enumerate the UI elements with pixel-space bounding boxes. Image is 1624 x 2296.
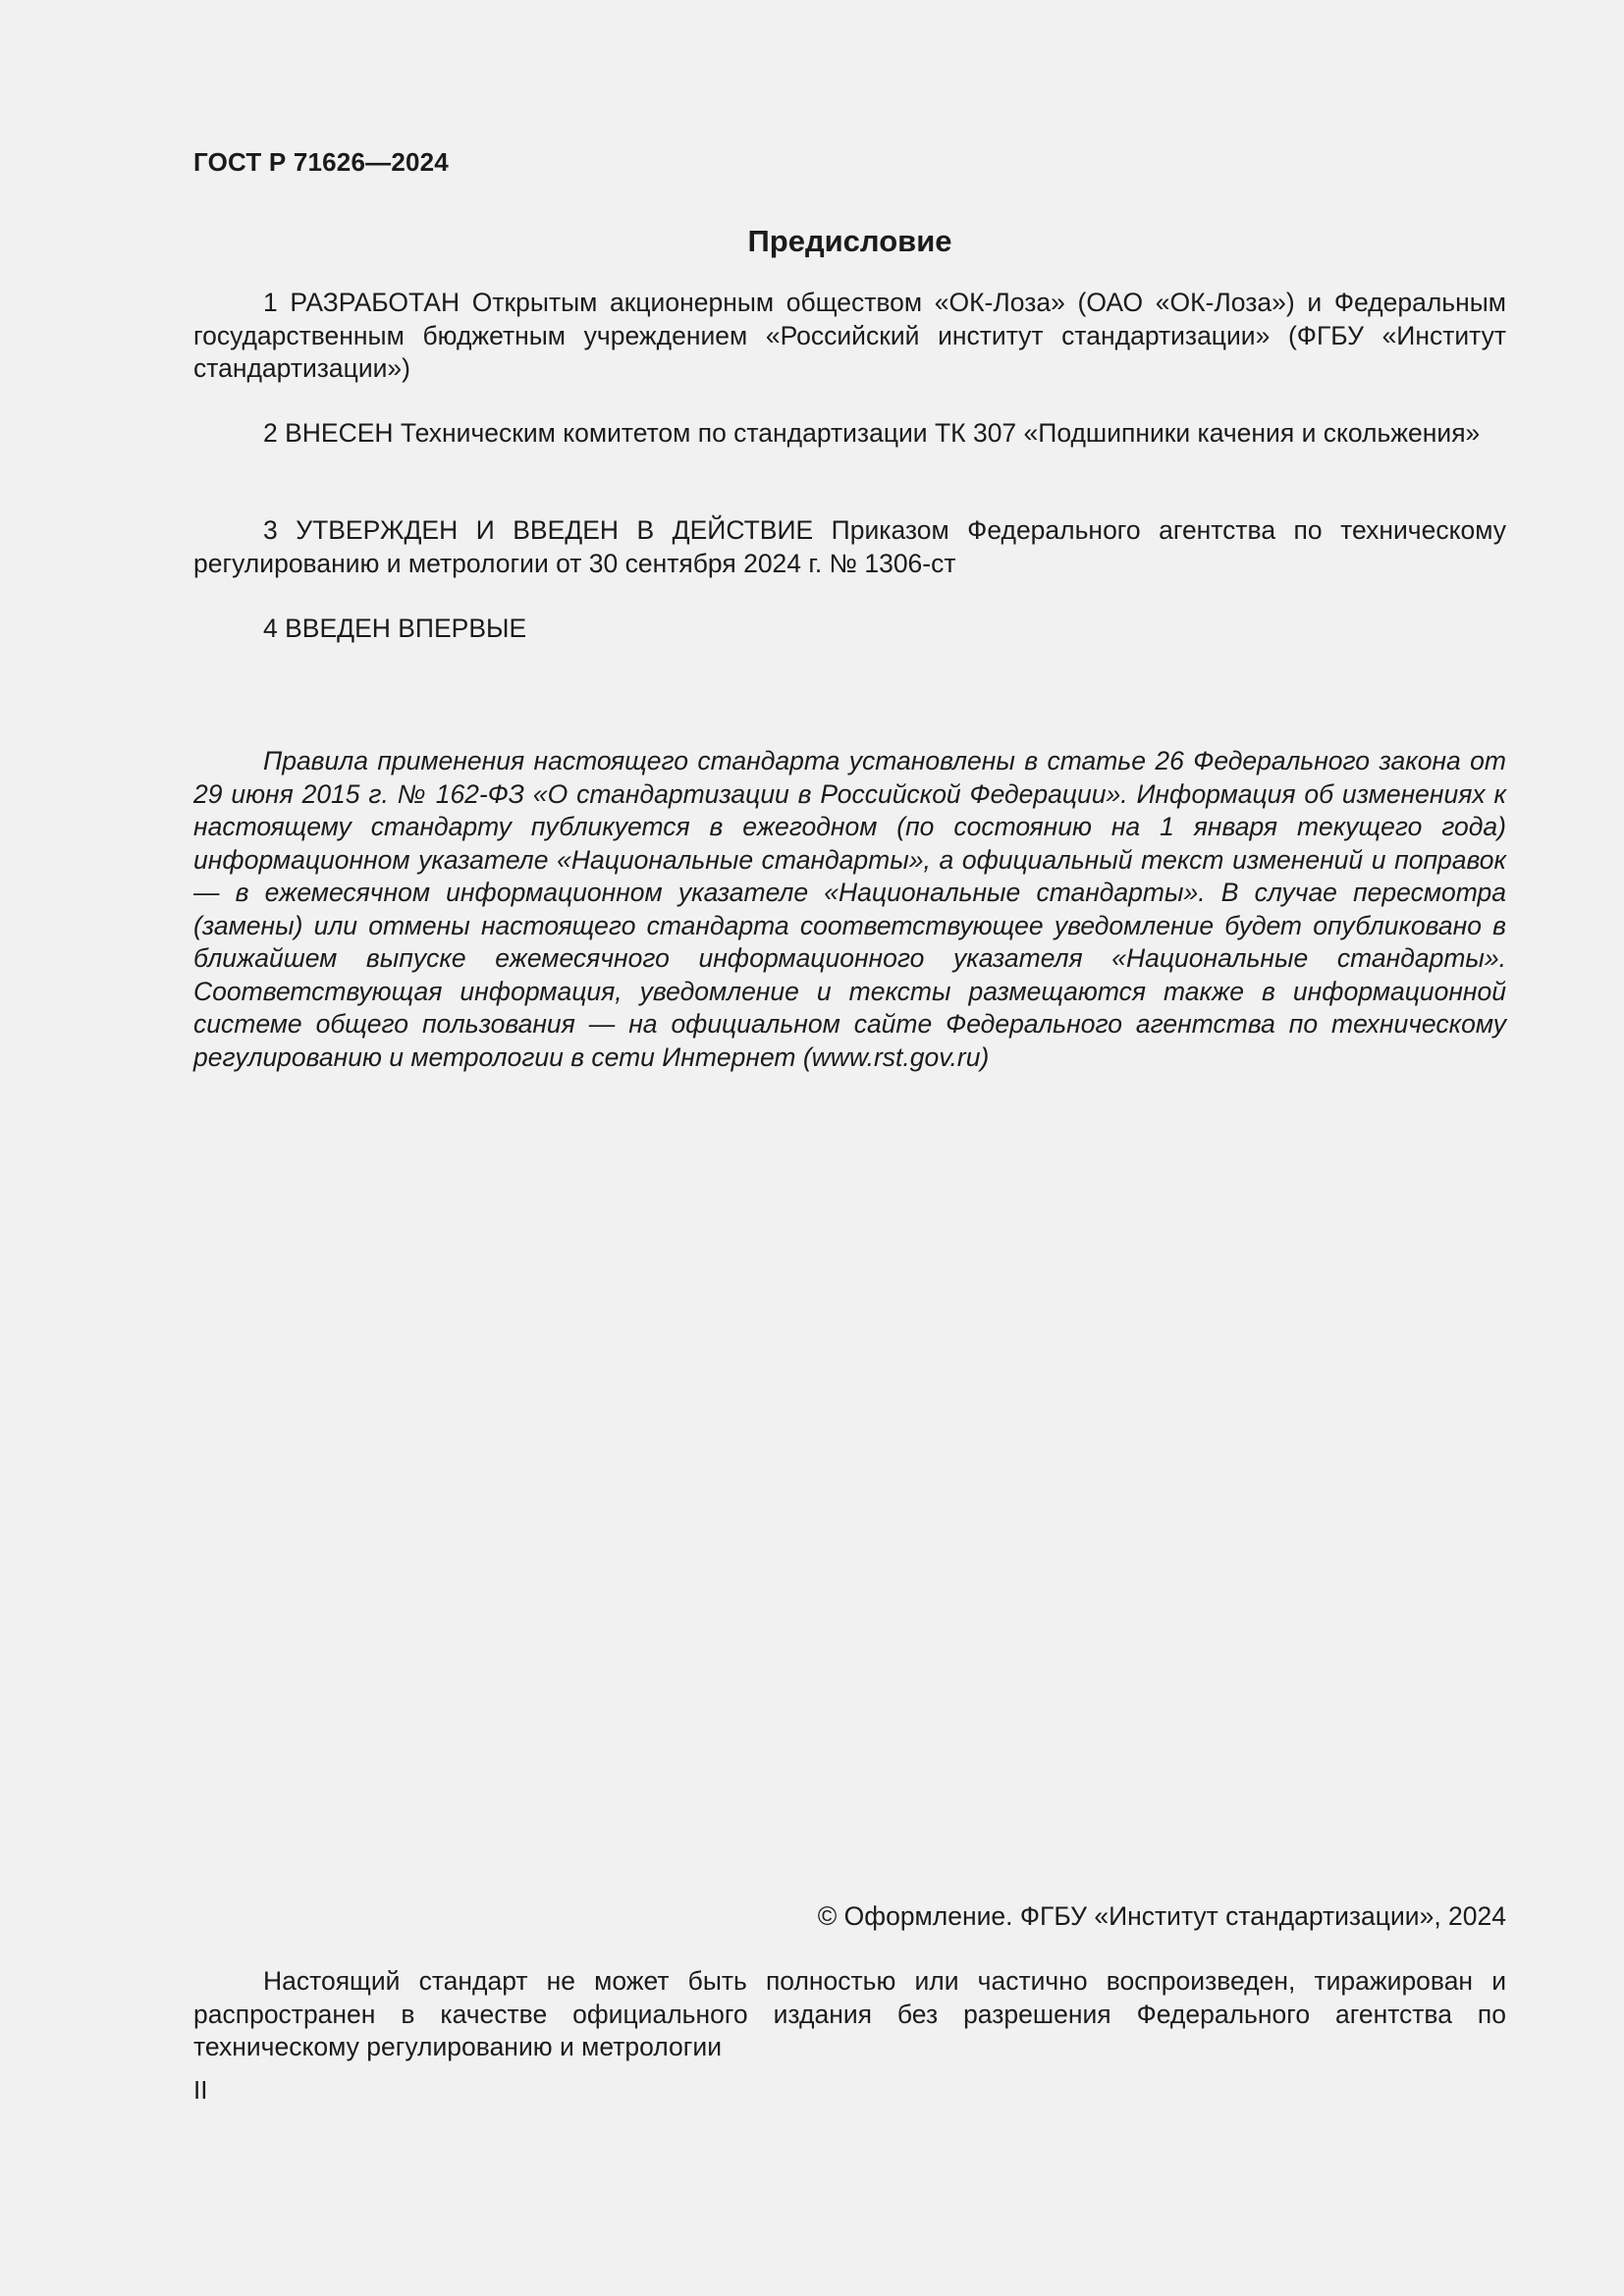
preface-item-developed: 1 РАЗРАБОТАН Открытым акционерным обществом «ОК-Лоза» (ОАО «ОК-Лоза») и Федеральным государственным бюджетным учреждением «Российский институт стандартизации» (ФГБУ «Институт стандартизации»): [193, 288, 1506, 383]
application-rules-note: Правила применения настоящего стандарта установлены в статье 26 Федерального закона от 29 июня 2015 г. № 162-ФЗ «О стандартизации в Российской Федерации». Информация об изменениях к настоящему стандарту публикуется в ежегодном (по состоянию на 1 января текущего года) информационном указателе «Национальные стандарты», а официальный текст изменений и поправок — в ежемесячном информационном указателе «Национальные стандарты». В случае пересмотра (замены) или отмены настоящего стандарта соответствующее уведомление будет опубликовано в ближайшем выпуске ежемесячного информационного указателя «Национальные стандарты». Соответствующая информация, уведомление и тексты размещаются также в информационной системе общего пользования — на официальном сайте Федерального агентства по техническому регулированию и метрологии в сети Интернет (www.rst.gov.ru): [193, 746, 1506, 1072]
document-code: ГОСТ Р 71626—2024: [193, 147, 449, 177]
reproduction-rights-notice: Настоящий стандарт не может быть полностью или частично воспроизведен, тиражирован и распространен в качестве официального издания без разрешения Федерального агентства по техническому регулированию и метрологии: [193, 1966, 1506, 2061]
preface-item-introduced: 4 ВВЕДЕН ВПЕРВЫЕ: [263, 614, 527, 643]
preface-item-submitted: 2 ВНЕСЕН Техническим комитетом по стандартизации ТК 307 «Подшипники качения и скольжения»: [263, 418, 1481, 448]
preface-title: Предисловие: [747, 224, 952, 258]
page-number: II: [193, 2075, 208, 2105]
copyright-line: © Оформление. ФГБУ «Институт стандартизации», 2024: [817, 1901, 1506, 1931]
preface-item-approved: 3 УТВЕРЖДЕН И ВВЕДЕН В ДЕЙСТВИЕ Приказом Федерального агентства по техническому регулированию и метрологии от 30 сентября 2024 г. № 1306-ст: [193, 515, 1506, 578]
